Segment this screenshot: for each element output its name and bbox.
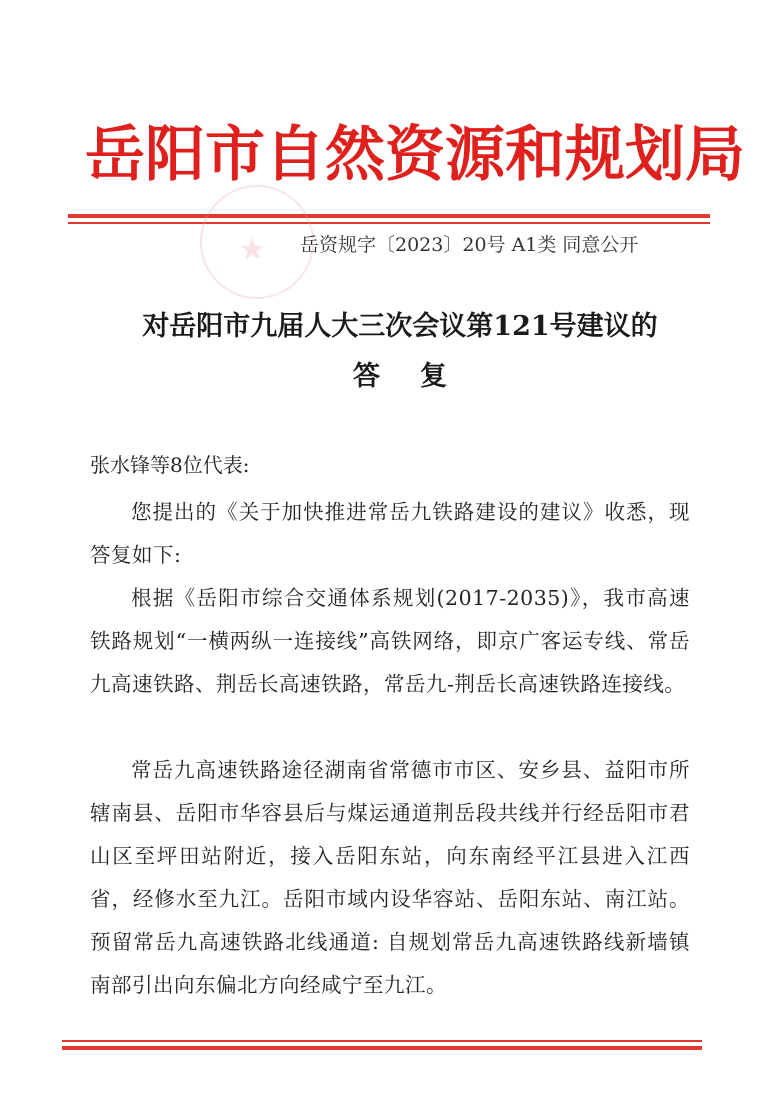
header-rule-thin	[68, 222, 710, 224]
seal-star-icon: ★	[238, 230, 267, 268]
body-paragraph-2: 根据《岳阳市综合交通体系规划(2017-2035)》，我市高速铁路规划“一横两纵一连接线”高铁网络，即京广客运专线、常岳九高速铁路、荆岳长高速铁路，常岳九-荆岳长高速铁路连接线。	[90, 586, 690, 696]
document-title-line1: 对岳阳市九届人大三次会议第121号建议的	[142, 311, 658, 342]
body-paragraph-3: 常岳九高速铁路途径湖南省常德市市区、安乡县、益阳市所辖南县、岳阳市华容县后与煤运通道荆岳段共线并行经岳阳市君山区至坪田站附近，接入岳阳东站，向东南经平江县进入江西省，经修水至九江。岳阳市域内设华容站、岳阳东站、南江站。预留常岳九高速铁路北线通道: 自规划常岳九高速铁路线新墙镇南部引出向东偏北方向经咸宁至九江。	[90, 758, 690, 997]
document-number: 岳资规字〔2023〕20号 A1类 同意公开	[300, 234, 639, 256]
document-title-line2: 答复	[353, 361, 487, 392]
agency-header-title: 岳阳市自然资源和规划局	[85, 120, 745, 190]
footer-rule-thick	[62, 1046, 702, 1050]
header-rule-thick	[68, 214, 710, 218]
salutation: 张水锋等8位代表:	[90, 453, 250, 477]
footer-rule-thin	[62, 1040, 702, 1042]
body-paragraph-1: 您提出的《关于加快推进常岳九铁路建设的建议》收悉，现答复如下:	[90, 500, 690, 567]
